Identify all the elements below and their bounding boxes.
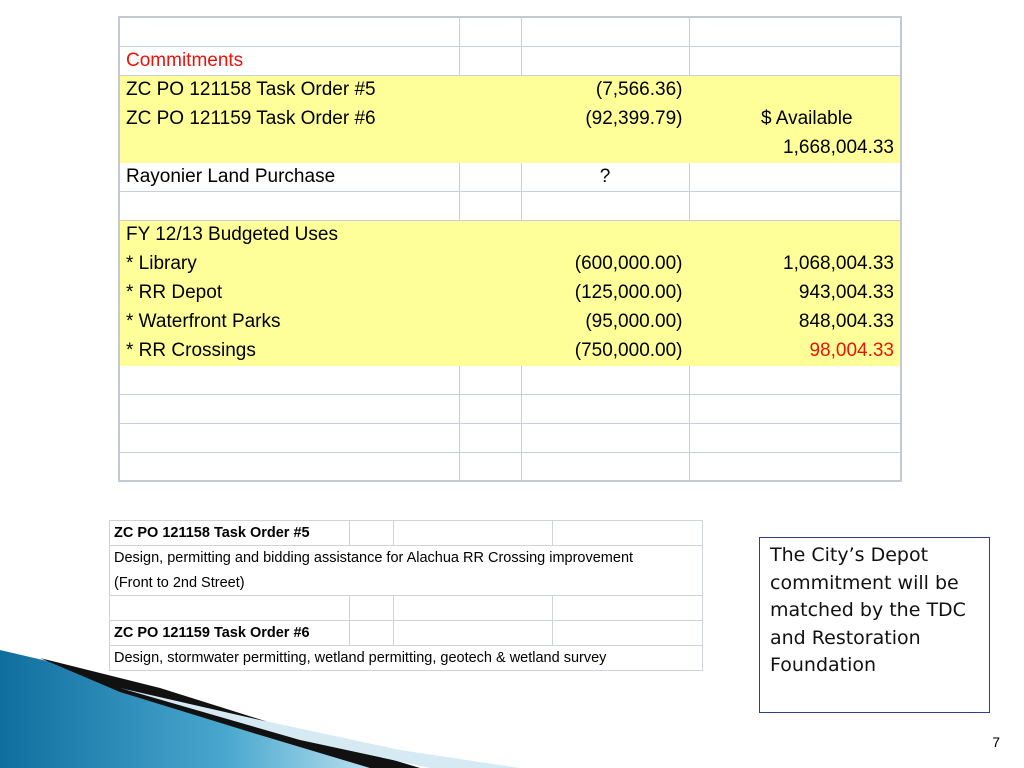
depot-note	[759, 537, 990, 713]
row-label: Rayonier Land Purchase	[119, 162, 459, 191]
table-row	[119, 220, 901, 249]
table-row	[119, 423, 901, 452]
row-balance: 943,004.33	[689, 278, 901, 307]
task-order-5-title: ZC PO 121158 Task Order #5	[110, 521, 350, 546]
row-label	[119, 133, 521, 162]
table-row	[119, 133, 901, 162]
remaining-balance: 98,004.33	[689, 336, 901, 365]
table-row	[119, 452, 901, 481]
row-balance: 1,068,004.33	[689, 249, 901, 278]
table-row	[119, 162, 901, 191]
row-label: * RR Depot	[119, 278, 521, 307]
task-order-5-description: Design, permitting and bidding assistance for Alachua RR Crossing improvement	[110, 546, 703, 571]
table-row	[119, 46, 901, 75]
row-balance: 848,004.33	[689, 307, 901, 336]
table-row	[110, 546, 703, 571]
table-row	[119, 249, 901, 278]
decorative-swoosh	[0, 640, 520, 768]
table-row	[119, 191, 901, 220]
row-amount: (92,399.79)	[521, 104, 689, 133]
row-amount: (95,000.00)	[521, 307, 689, 336]
row-amount	[521, 133, 689, 162]
table-row	[110, 571, 703, 596]
row-balance	[689, 220, 901, 249]
row-amount: (125,000.00)	[521, 278, 689, 307]
row-label: ZC PO 121158 Task Order #5	[119, 75, 521, 104]
depot-note-text: The City’s Depot commitment will be matched by the TDC and Restoration Foundation	[770, 544, 966, 676]
task-order-6-description: Design, stormwater permitting, wetland permitting, geotech & wetland survey	[110, 646, 703, 671]
available-total: 1,668,004.33	[689, 133, 901, 162]
table-row	[119, 17, 901, 46]
table-row	[119, 104, 901, 133]
task-order-6-title: ZC PO 121159 Task Order #6	[110, 621, 350, 646]
table-row	[119, 75, 901, 104]
row-label: ZC PO 121159 Task Order #6	[119, 104, 521, 133]
table-row	[119, 394, 901, 423]
table-row	[119, 365, 901, 394]
table-row	[110, 596, 703, 621]
row-balance	[689, 162, 901, 191]
row-label: * RR Crossings	[119, 336, 521, 365]
table-row	[119, 307, 901, 336]
row-balance	[689, 75, 901, 104]
row-amount	[521, 220, 689, 249]
row-amount: ?	[521, 162, 689, 191]
row-label: * Waterfront Parks	[119, 307, 521, 336]
task-order-5-description-cont: (Front to 2nd Street)	[110, 571, 703, 596]
table-row	[119, 336, 901, 365]
row-label: * Library	[119, 249, 521, 278]
commitments-heading: Commitments	[119, 46, 459, 75]
row-amount: (7,566.36)	[521, 75, 689, 104]
row-amount: (750,000.00)	[521, 336, 689, 365]
table-row	[110, 521, 703, 546]
budget-table	[118, 16, 902, 482]
page-number: 7	[992, 734, 1000, 750]
available-label: $ Available	[689, 104, 901, 133]
budgeted-uses-heading: FY 12/13 Budgeted Uses	[119, 220, 521, 249]
row-amount: (600,000.00)	[521, 249, 689, 278]
table-row	[119, 278, 901, 307]
